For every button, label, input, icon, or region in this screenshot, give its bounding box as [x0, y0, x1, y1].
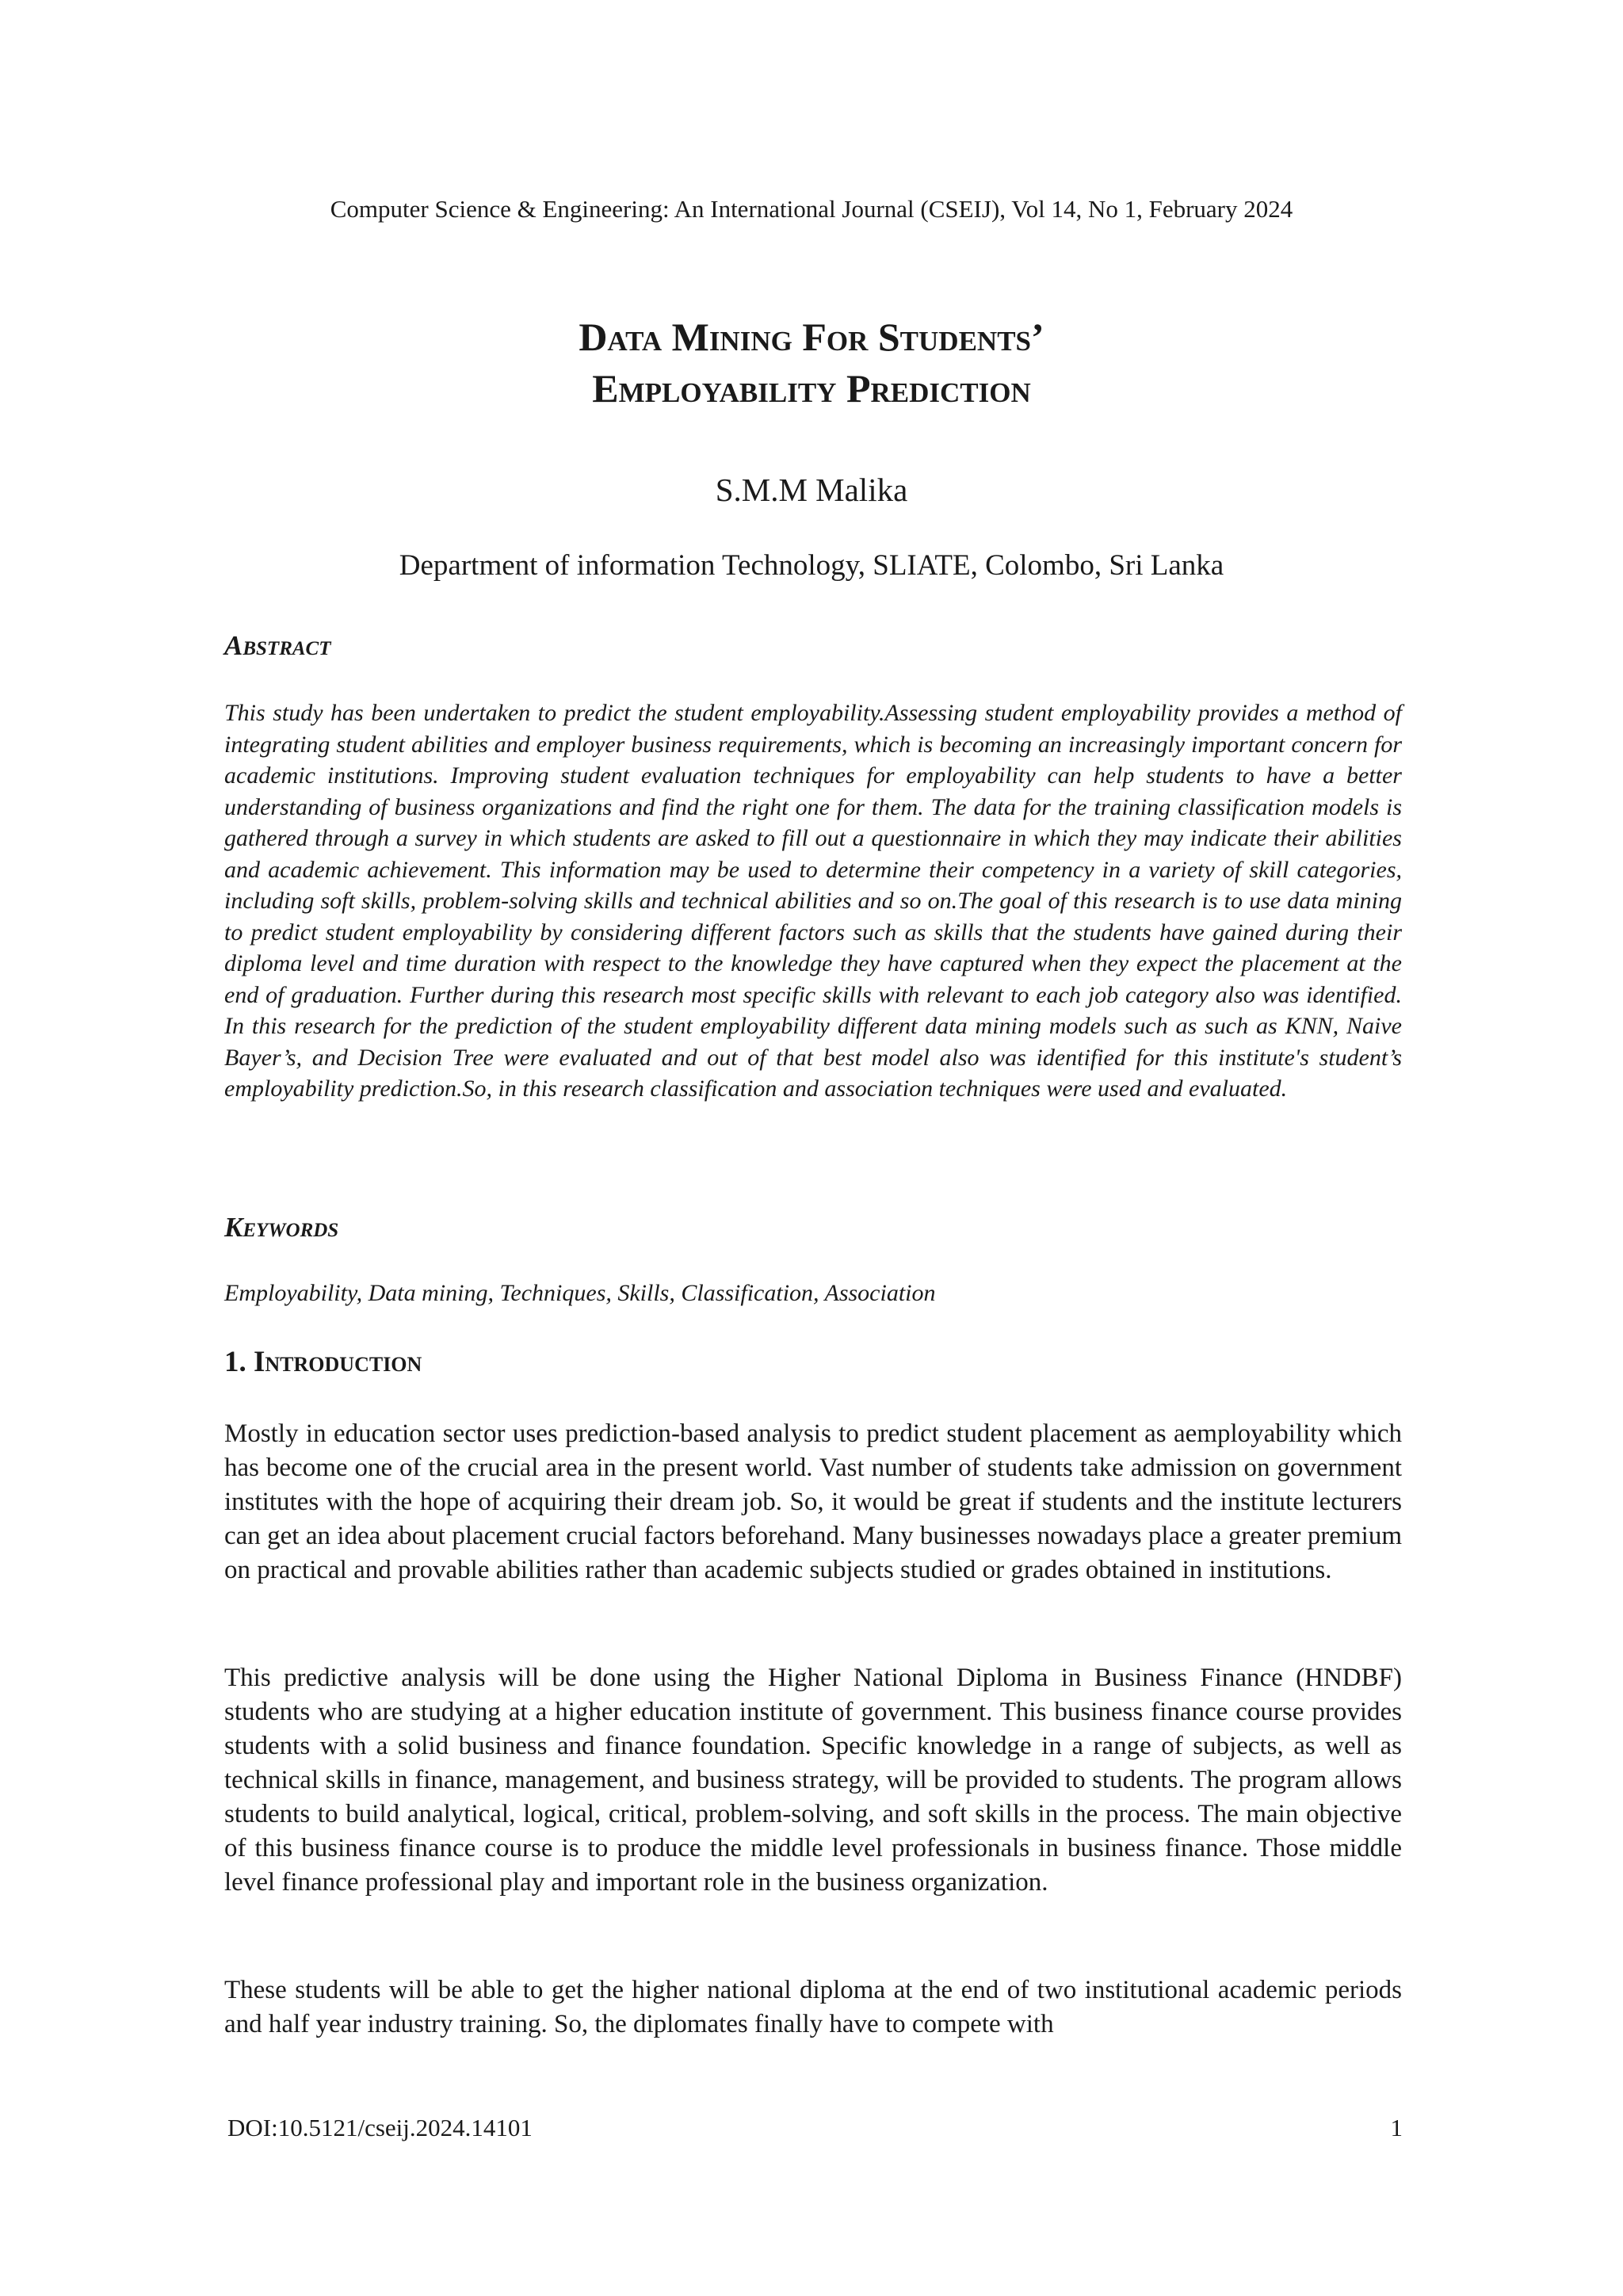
abstract-heading-block	[224, 628, 1402, 663]
abstract-heading: Abstract	[224, 630, 331, 661]
abstract-section	[224, 697, 1402, 1105]
author-affiliation: Department of information Technology, SLIATE, Colombo, Sri Lanka	[399, 549, 1224, 582]
paper-title-line-1: Data Mining For Students’	[579, 315, 1044, 359]
footer-doi: DOI:10.5121/cseij.2024.14101	[227, 2114, 533, 2141]
keywords-text: Employability, Data mining, Techniques, Skills, Classification, Association	[224, 1280, 936, 1306]
introduction-paragraph: These students will be able to get the higher national diploma at the end of two institutional academic periods and half year industry training. So, the diplomates finally have to compete with	[224, 1976, 1402, 2038]
introduction-paragraph: This predictive analysis will be done using the Higher National Diploma in Business Finance (HNDBF) students who are studying at a higher education institute of government. This business finance course provides students with a solid business and finance foundation. Specific knowledge in a range of subjects, as well as technical skills in finance, management, and business strategy, will be provided to students. The program allows students to build analytical, logical, critical, problem-solving, and soft skills in the process. The main objective of this business finance course is to produce the middle level professionals in business finance. Those middle level finance professional play and important role in the business organization.	[224, 1664, 1402, 1897]
introduction-paragraph: Mostly in education sector uses prediction-based analysis to predict student placement as aemployability which has become one of the crucial area in the present world. Vast number of students take admission on government institutes with the hope of acquiring their dream job. So, it would be great if students and the institute lecturers can get an idea about placement crucial factors beforehand. Many businesses nowadays place a greater premium on practical and provable abilities rather than academic subjects studied or grades obtained in institutions.	[224, 1419, 1402, 1584]
introduction-paragraph-2-block	[224, 1661, 1402, 1900]
introduction-paragraph-1-block	[224, 1417, 1402, 1587]
author-name: S.M.M Malika	[715, 472, 908, 508]
paper-title	[0, 311, 1623, 415]
introduction-heading: 1. Introduction	[224, 1346, 422, 1378]
paper-title-line-2: Employability Prediction	[592, 366, 1031, 411]
keywords-heading-block	[224, 1210, 1402, 1245]
keywords-heading: Keywords	[224, 1212, 339, 1243]
page-number: 1	[1390, 2114, 1403, 2141]
abstract-text: This study has been undertaken to predict the student employability.Assessing student employability provides a method of integrating student abilities and employer business requirements, which is becoming an increasingly important concern for academic institutions. Improving student evaluation techniques for employability can help students to have a better understanding of business organizations and find the right one for them. The data for the training classification models is gathered through a survey in which students are asked to fill out a questionnaire in which they may indicate their abilities and academic achievement. This information may be used to determine their competency in a variety of skill categories, including soft skills, problem-solving skills and technical abilities and so on.The goal of this research is to use data mining to predict student employability by considering different factors such as skills that the students have gained during their diploma level and time duration with respect to the knowledge they have captured when they expect the placement at the end of graduation. Further during this research most specific skills with relevant to each job category also was identified. In this research for the prediction of the student employability different data mining models such as such as KNN, Naive Bayer’s, and Decision Tree were evaluated and out of that best model also was identified for this institute's student’s employability prediction.So, in this research classification and association techniques were used and evaluated.	[224, 700, 1402, 1102]
keywords-section	[224, 1278, 1402, 1309]
journal-header: Computer Science & Engineering: An International Journal (CSEIJ), Vol 14, No 1, February 2024	[330, 195, 1293, 223]
introduction-paragraph-3-block	[224, 1973, 1402, 2042]
introduction-heading-block	[224, 1345, 1402, 1380]
